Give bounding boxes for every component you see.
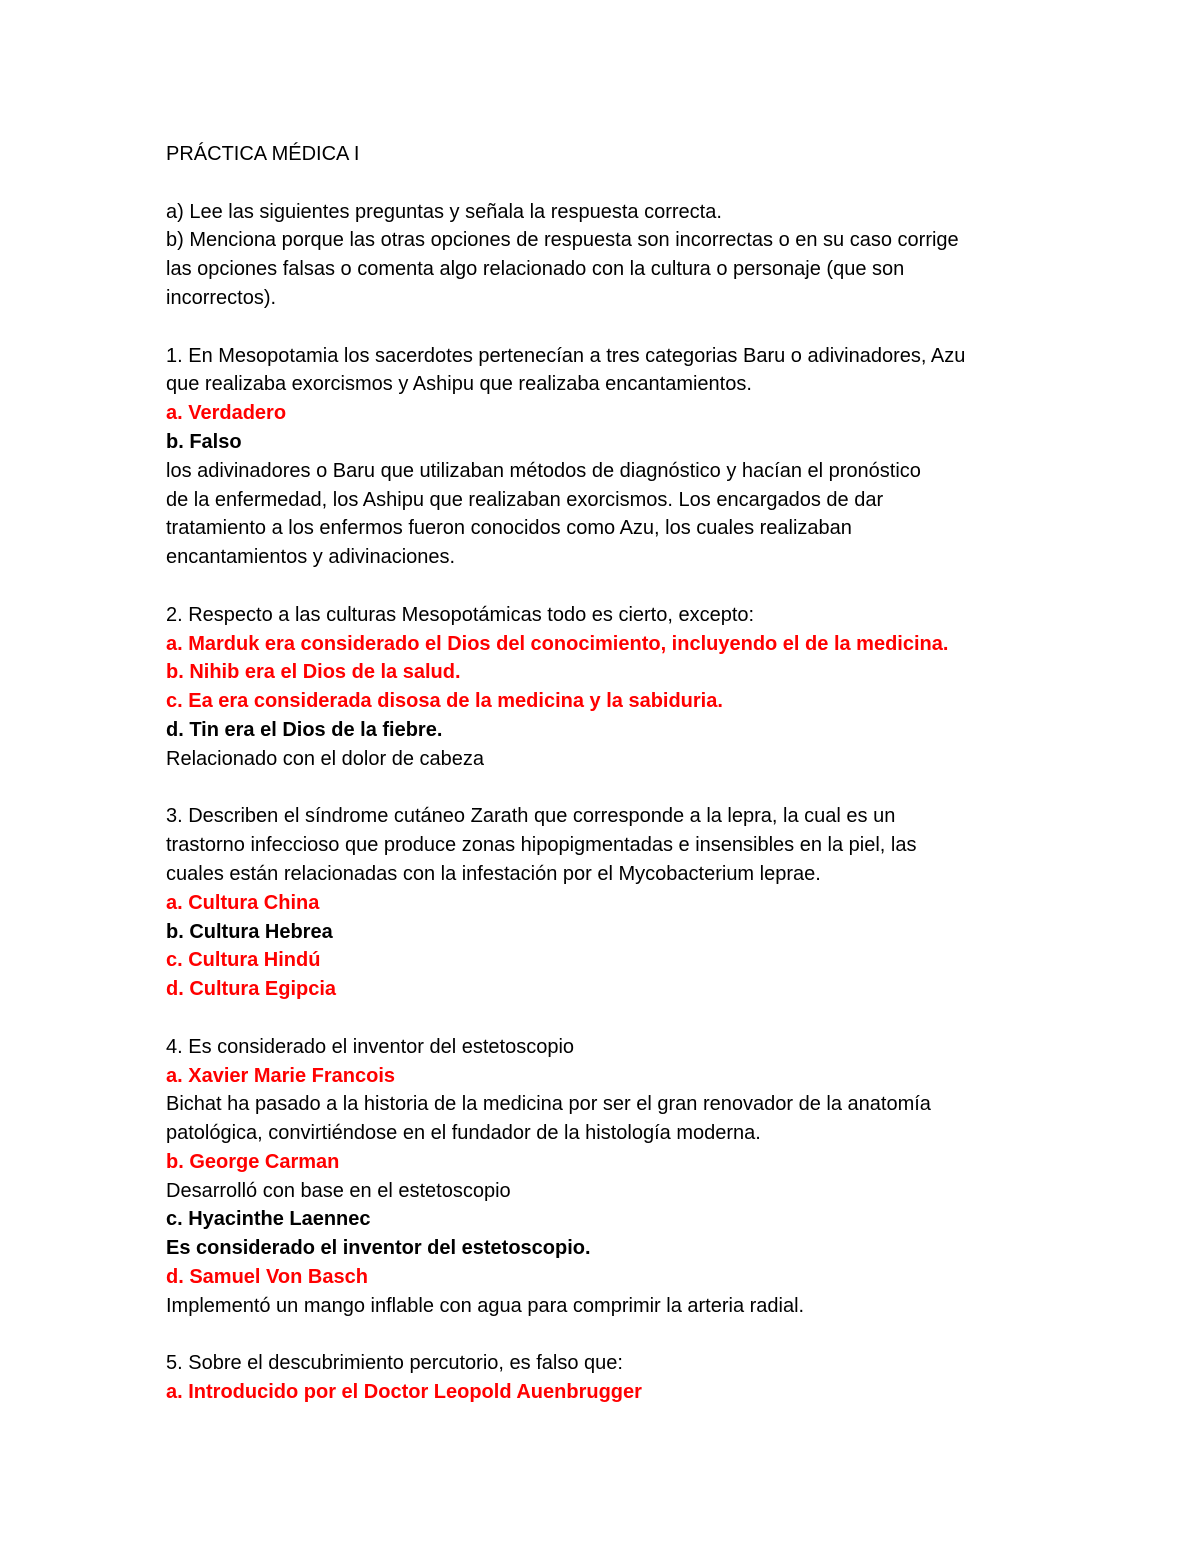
instruction-line: a) Lee las siguientes preguntas y señala la respuesta correcta.: [166, 200, 722, 223]
q1-comment-line: de la enfermedad, los Ashipu que realizaban exorcismos. Los encargados de dar: [166, 488, 884, 511]
q4-comment-d: Implementó un mango inflable con agua para comprimir la arteria radial.: [166, 1294, 805, 1317]
q1-comment-line: tratamiento a los enfermos fueron conocidos como Azu, los cuales realizaban: [166, 517, 852, 540]
q3-question-line: 3. Describen el síndrome cutáneo Zarath que corresponde a la lepra, la cual es un: [166, 805, 896, 828]
instruction-line: las opciones falsas o comenta algo relacionado con la cultura o personaje (que son: [166, 258, 905, 281]
q1-comment-line: encantamientos y adivinaciones.: [166, 546, 456, 569]
q3-option-a: a. Cultura China: [166, 891, 320, 914]
document-title: PRÁCTICA MÉDICA I: [166, 143, 360, 165]
q3-option-b: b. Cultura Hebrea: [166, 920, 333, 943]
instruction-line: incorrectos).: [166, 286, 277, 309]
q2-question: 2. Respecto a las culturas Mesopotámicas todo es cierto, excepto:: [166, 603, 755, 626]
q1-question-line: 1. En Mesopotamia los sacerdotes pertenecían a tres categorias Baru o adivinadores, Azu: [166, 344, 966, 367]
q3-option-c: c. Cultura Hindú: [166, 949, 321, 972]
q1-option-b: b. Falso: [166, 430, 242, 453]
q4-comment-c: Es considerado el inventor del estetoscopio.: [166, 1237, 591, 1260]
q4-question: 4. Es considerado el inventor del estetoscopio: [166, 1035, 575, 1058]
q3-option-d: d. Cultura Egipcia: [166, 978, 337, 1001]
q4-comment-a-line: Bichat ha pasado a la historia de la medicina por ser el gran renovador de la anatomía: [166, 1093, 931, 1116]
q3-question-line: trastorno infeccioso que produce zonas hipopigmentadas e insensibles en la piel, las: [166, 834, 917, 857]
q1-option-a: a. Verdadero: [166, 402, 287, 425]
q1-question-line: que realizaba exorcismos y Ashipu que realizaba encantamientos.: [166, 373, 752, 396]
instruction-line: b) Menciona porque las otras opciones de respuesta son incorrectas o en su caso corrige: [166, 229, 959, 252]
q4-option-c: c. Hyacinthe Laennec: [166, 1208, 371, 1231]
spacer: [166, 1321, 1046, 1350]
q4-comment-b: Desarrolló con base en el estetoscopio: [166, 1179, 511, 1202]
q2-comment: Relacionado con el dolor de cabeza: [166, 747, 484, 770]
q2-option-b: b. Nihib era el Dios de la salud.: [166, 661, 461, 684]
spacer: [166, 572, 1046, 601]
spacer: [166, 313, 1046, 342]
q4-comment-a-line: patológica, convirtiéndose en el fundador de la histología moderna.: [166, 1122, 761, 1145]
q1-comment-line: los adivinadores o Baru que utilizaban métodos de diagnóstico y hacían el pronóstico: [166, 459, 921, 482]
q4-option-d: d. Samuel Von Basch: [166, 1266, 368, 1289]
spacer: [166, 169, 1046, 198]
spacer: [166, 1004, 1046, 1033]
q5-question: 5. Sobre el descubrimiento percutorio, es falso que:: [166, 1352, 623, 1375]
q2-option-c: c. Ea era considerada disosa de la medicina y la sabiduria.: [166, 690, 723, 713]
q5-option-a: a. Introducido por el Doctor Leopold Auenbrugger: [166, 1381, 642, 1404]
q3-question-line: cuales están relacionadas con la infestación por el Mycobacterium leprae.: [166, 862, 821, 885]
spacer: [166, 774, 1046, 803]
q4-option-a: a. Xavier Marie Francois: [166, 1064, 396, 1087]
q2-option-d: d. Tin era el Dios de la fiebre.: [166, 718, 443, 741]
q4-option-b: b. George Carman: [166, 1150, 340, 1173]
q2-option-a: a. Marduk era considerado el Dios del conocimiento, incluyendo el de la medicina.: [166, 632, 949, 655]
document-page: [166, 140, 1046, 1407]
